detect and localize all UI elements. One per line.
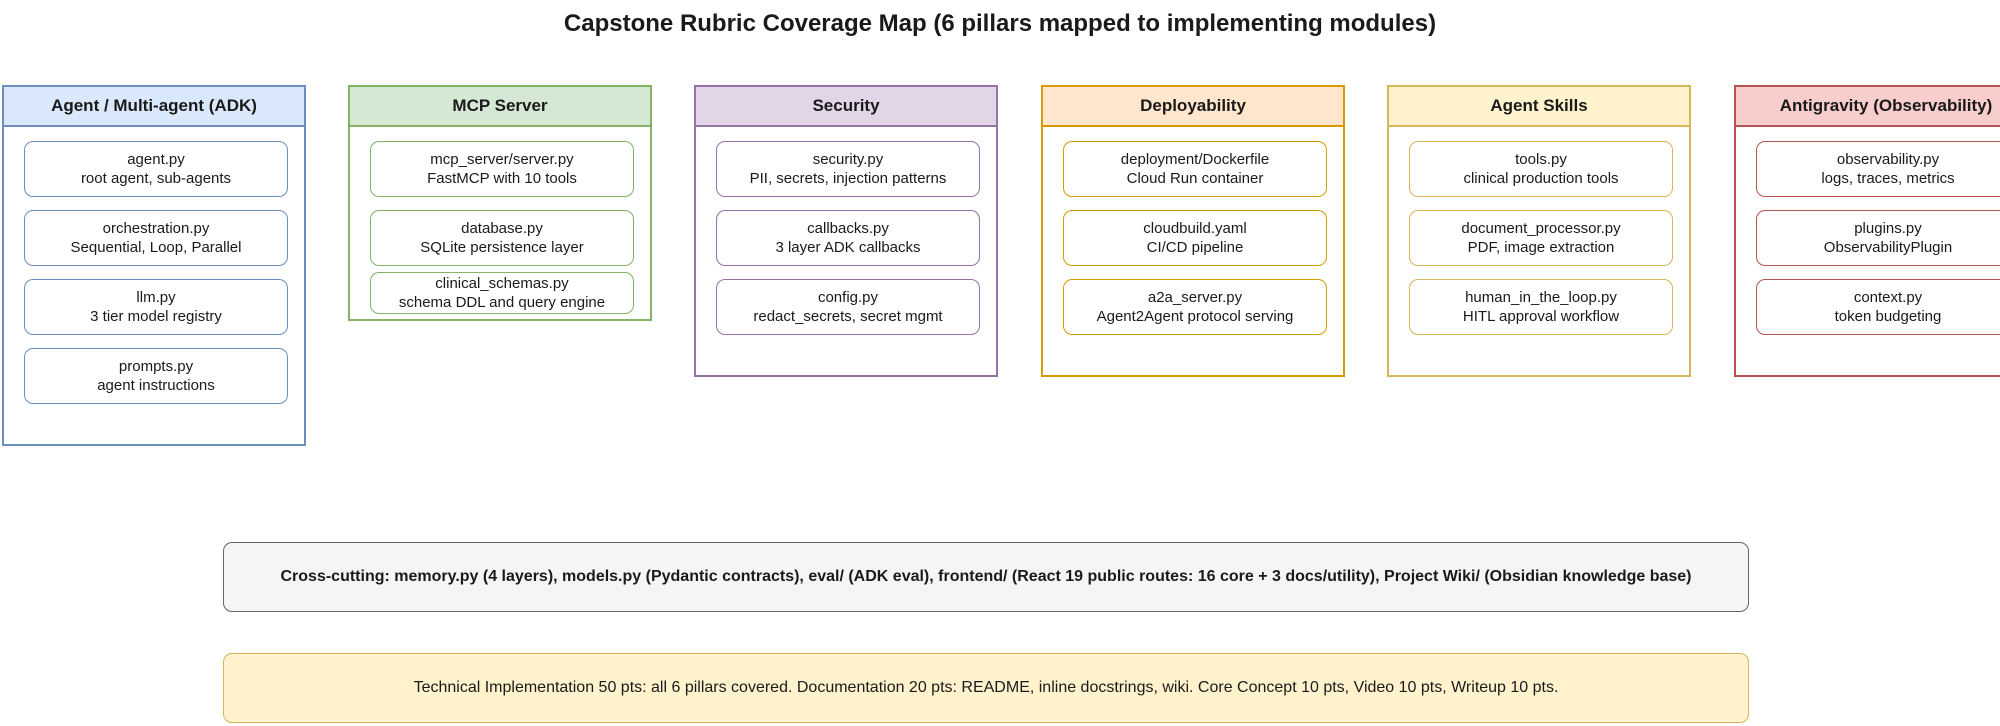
module-description: HITL approval workflow	[1462, 308, 1620, 325]
module-file: agent.py	[127, 151, 185, 168]
module-box	[716, 279, 980, 335]
module-description: ObservabilityPlugin	[1823, 239, 1953, 256]
module-file: plugins.py	[1854, 220, 1922, 237]
module-box	[24, 210, 288, 266]
module-file: cloudbuild.yaml	[1143, 220, 1247, 237]
module-file: tools.py	[1515, 151, 1567, 168]
pillar-header: Security	[696, 87, 996, 127]
module-box	[370, 141, 634, 197]
module-description: redact_secrets, secret mgmt	[753, 308, 943, 325]
pillar-agent-multi-agent	[2, 85, 306, 446]
module-box	[370, 272, 634, 314]
module-box	[1756, 210, 2000, 266]
module-description: CI/CD pipeline	[1146, 239, 1244, 256]
module-box	[24, 141, 288, 197]
module-description: SQLite persistence layer	[420, 239, 584, 256]
pillar-header: Deployability	[1043, 87, 1343, 127]
module-file: document_processor.py	[1461, 220, 1621, 237]
module-description: logs, traces, metrics	[1821, 170, 1955, 187]
module-file: human_in_the_loop.py	[1465, 289, 1617, 306]
module-file: context.py	[1853, 289, 1923, 306]
pillar-agent-skills	[1387, 85, 1691, 377]
module-box	[716, 210, 980, 266]
module-description: 3 layer ADK callbacks	[775, 239, 921, 256]
pillar-antigravity-observability	[1734, 85, 2000, 377]
module-file: clinical_schemas.py	[435, 275, 569, 292]
pillar-header: Antigravity (Observability)	[1736, 87, 2000, 127]
module-file: llm.py	[136, 289, 176, 306]
pillar-header: MCP Server	[350, 87, 650, 127]
module-box	[1756, 141, 2000, 197]
module-description: Sequential, Loop, Parallel	[70, 239, 242, 256]
cross-cutting-text: Cross-cutting: memory.py (4 layers), models.py (Pydantic contracts), eval/ (ADK eval), frontend/ (React 19 public routes: 16 core + 3 docs/utility), Project Wiki/ (Obsidian knowledge base)	[280, 568, 1692, 585]
module-box	[370, 210, 634, 266]
module-file: deployment/Dockerfile	[1120, 151, 1270, 168]
module-file: observability.py	[1836, 151, 1940, 168]
module-description: PDF, image extraction	[1467, 239, 1615, 256]
pillar-deployability	[1041, 85, 1345, 377]
module-file: mcp_server/server.py	[430, 151, 574, 168]
module-file: orchestration.py	[102, 220, 210, 237]
module-description: PII, secrets, injection patterns	[749, 170, 947, 187]
pillar-header: Agent / Multi-agent (ADK)	[4, 87, 304, 127]
module-description: clinical production tools	[1463, 170, 1619, 187]
module-description: root agent, sub-agents	[80, 170, 232, 187]
rubric-points-text: Technical Implementation 50 pts: all 6 pillars covered. Documentation 20 pts: README, inline docstrings, wiki. Core Concept 10 pts, Video 10 pts, Writeup 10 pts.	[413, 679, 1559, 696]
module-box	[24, 279, 288, 335]
module-description: token budgeting	[1834, 308, 1942, 325]
module-file: a2a_server.py	[1147, 289, 1243, 306]
module-box	[1063, 210, 1327, 266]
pillar-header: Agent Skills	[1389, 87, 1689, 127]
module-file: security.py	[812, 151, 884, 168]
module-box	[1063, 279, 1327, 335]
rubric-points-box	[223, 653, 1749, 723]
module-box	[716, 141, 980, 197]
diagram-title: Capstone Rubric Coverage Map (6 pillars mapped to implementing modules)	[563, 10, 1437, 37]
module-box	[1409, 210, 1673, 266]
module-file: prompts.py	[118, 358, 194, 375]
module-box	[1063, 141, 1327, 197]
module-file: database.py	[461, 220, 543, 237]
module-description: schema DDL and query engine	[398, 294, 606, 311]
module-box	[1756, 279, 2000, 335]
module-description: Agent2Agent protocol serving	[1096, 308, 1294, 325]
module-description: 3 tier model registry	[90, 308, 222, 325]
module-box	[1409, 279, 1673, 335]
cross-cutting-box	[223, 542, 1749, 612]
module-description: agent instructions	[97, 377, 215, 394]
pillar-security	[694, 85, 998, 377]
module-description: Cloud Run container	[1126, 170, 1264, 187]
module-box	[1409, 141, 1673, 197]
module-description: FastMCP with 10 tools	[427, 170, 577, 187]
module-file: config.py	[817, 289, 879, 306]
module-box	[24, 348, 288, 404]
module-file: callbacks.py	[807, 220, 889, 237]
pillar-mcp-server	[348, 85, 652, 321]
